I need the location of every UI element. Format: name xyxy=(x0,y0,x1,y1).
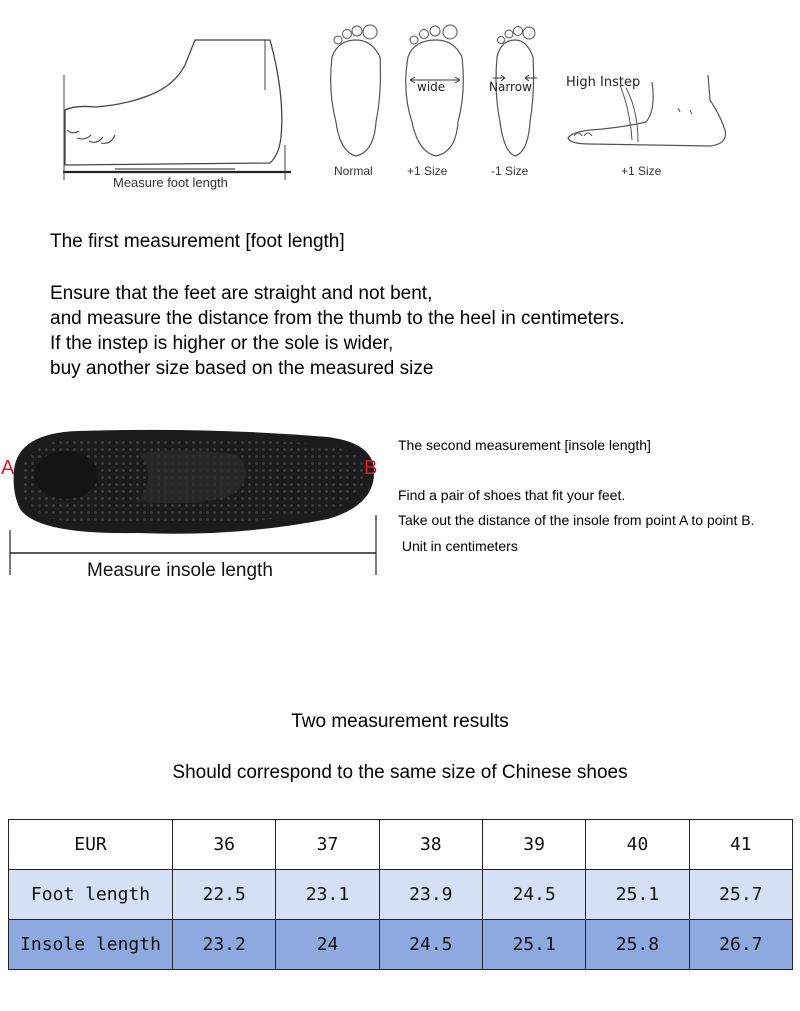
table-cell: 23.9 xyxy=(379,870,482,920)
section1-line-2: and measure the distance from the thumb to the heel in centimeters. xyxy=(50,308,625,329)
table-cell: 24 xyxy=(276,920,379,970)
insole-image xyxy=(8,425,383,580)
table-cell: Insole length xyxy=(9,920,173,970)
foot-length-caption: Measure foot length xyxy=(113,175,228,190)
table-cell: 25.8 xyxy=(586,920,689,970)
table-cell: 23.2 xyxy=(173,920,276,970)
section2-line-2: Take out the distance of the insole from point A to point B. xyxy=(398,512,755,528)
section2-line-3: Unit in centimeters xyxy=(398,538,518,554)
header-cell: 36 xyxy=(173,820,276,870)
header-cell: 38 xyxy=(379,820,482,870)
section1-line-4: buy another size based on the measured size xyxy=(50,358,434,379)
table-row-insole-length xyxy=(9,920,793,970)
first-measurement-title: The first measurement [foot length] xyxy=(50,231,345,252)
wide-size-caption: +1 Size xyxy=(407,164,448,178)
header-cell: 39 xyxy=(482,820,585,870)
header-cell: EUR xyxy=(9,820,173,870)
table-cell: 25.1 xyxy=(586,870,689,920)
table-cell: 25.1 xyxy=(482,920,585,970)
table-cell: 23.1 xyxy=(276,870,379,920)
foot-normal-icon xyxy=(322,22,390,162)
high-instep-title: High Instep xyxy=(566,75,641,90)
table-header-row xyxy=(9,820,793,870)
second-measurement-title: The second measurement [insole length] xyxy=(398,437,651,453)
wide-tag: wide xyxy=(417,80,446,94)
table-cell: 25.7 xyxy=(689,870,792,920)
foot-side-illustration xyxy=(55,35,300,185)
header-cell: 41 xyxy=(689,820,792,870)
normal-caption: Normal xyxy=(334,164,373,178)
section1-line-3: If the instep is higher or the sole is wider, xyxy=(50,333,394,354)
section1-line-1: Ensure that the feet are straight and not bent, xyxy=(50,283,433,304)
header-cell: 40 xyxy=(586,820,689,870)
table-cell: 24.5 xyxy=(482,870,585,920)
instep-size-caption: +1 Size xyxy=(621,164,662,178)
narrow-tag: Narrow xyxy=(489,80,532,94)
narrow-size-caption: -1 Size xyxy=(491,164,529,178)
point-a-label: A xyxy=(1,457,15,479)
header-cell: 37 xyxy=(276,820,379,870)
table-cell: Foot length xyxy=(9,870,173,920)
results-title: Two measurement results xyxy=(291,711,509,732)
results-subtitle: Should correspond to the same size of Chinese shoes xyxy=(172,762,628,783)
size-chart-table xyxy=(8,819,793,970)
table-cell: 24.5 xyxy=(379,920,482,970)
point-b-label: B xyxy=(364,457,378,479)
high-instep-icon xyxy=(560,70,735,165)
table-cell: 22.5 xyxy=(173,870,276,920)
insole-length-caption: Measure insole length xyxy=(87,560,273,581)
table-cell: 26.7 xyxy=(689,920,792,970)
table-row-foot-length xyxy=(9,870,793,920)
section2-line-1: Find a pair of shoes that fit your feet. xyxy=(398,487,626,503)
